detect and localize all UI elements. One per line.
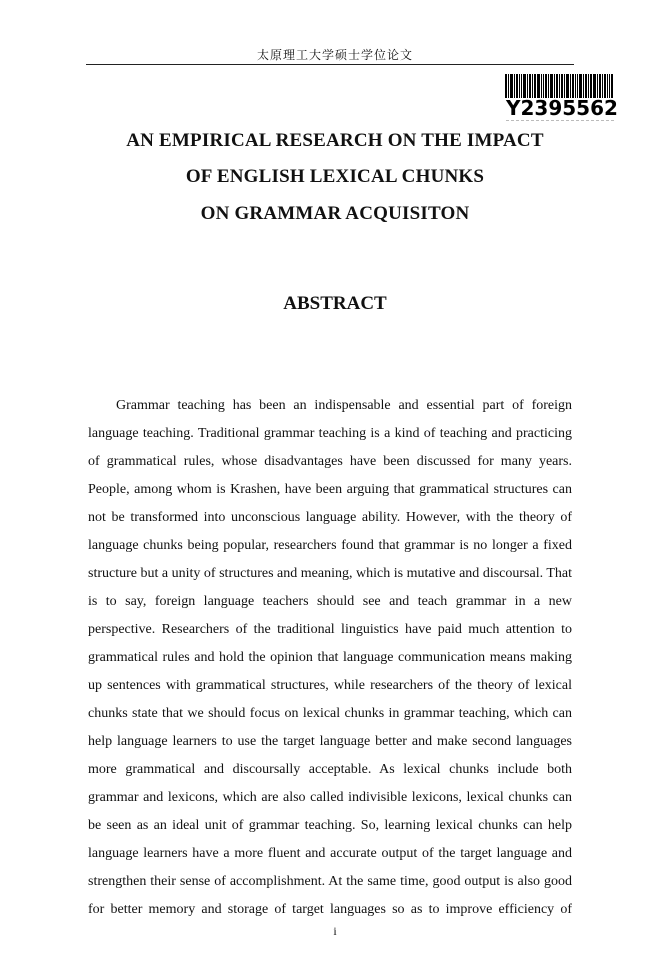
abstract-body xyxy=(88,392,572,924)
abstract-line: strengthen their sense of accomplishment. At the same time, good output is also good xyxy=(88,874,572,889)
abstract-line: Grammar teaching has been an indispensable and essential part of foreign xyxy=(116,398,572,413)
abstract-line: of grammatical rules, whose disadvantages have been discussed for many years. xyxy=(88,454,572,469)
abstract-line: is to say, foreign language teachers should see and teach grammar in a new xyxy=(88,594,572,609)
barcode-number: Y2395562 xyxy=(506,96,618,120)
abstract-line: language chunks being popular, researchers found that grammar is no longer a fixed xyxy=(88,538,572,553)
title-line-1: AN EMPIRICAL RESEARCH ON THE IMPACT xyxy=(126,130,544,151)
abstract-heading: ABSTRACT xyxy=(283,293,387,314)
abstract-line: grammatical rules and hold the opinion that language communication means making xyxy=(88,650,572,665)
running-header: 太原理工大学硕士学位论文 xyxy=(256,48,413,62)
abstract-line: grammar and lexicons, which are also called indivisible lexicons, lexical chunks can xyxy=(88,790,572,805)
abstract-line: perspective. Researchers of the traditional linguistics have paid much attention to xyxy=(88,622,572,637)
abstract-line: for better memory and storage of target languages so as to improve efficiency of xyxy=(88,902,572,917)
abstract-line: help language learners to use the target language better and make second languages xyxy=(88,734,572,749)
abstract-line: be seen as an ideal unit of grammar teaching. So, learning lexical chunks can help xyxy=(88,818,572,833)
abstract-line: chunks state that we should focus on lexical chunks in grammar teaching, which can xyxy=(88,706,572,721)
abstract-line: language learners have a more fluent and accurate output of the target language and xyxy=(88,846,572,861)
title-line-3: ON GRAMMAR ACQUISITON xyxy=(200,203,470,224)
abstract-line: not be transformed into unconscious language ability. However, with the theory of xyxy=(88,510,572,525)
abstract-line: up sentences with grammatical structures, while researchers of the theory of lexical xyxy=(88,678,572,693)
barcode-underline xyxy=(506,120,614,122)
barcode xyxy=(505,74,613,98)
abstract-line: more grammatical and discoursally acceptable. As lexical chunks include both xyxy=(88,762,572,777)
abstract-line: language teaching. Traditional grammar teaching is a kind of teaching and practicing xyxy=(88,426,572,441)
abstract-line: structure but a unity of structures and meaning, which is mutative and discoursal. That xyxy=(88,566,572,581)
header-rule xyxy=(86,64,574,65)
title-line-2: OF ENGLISH LEXICAL CHUNKS xyxy=(185,166,485,187)
abstract-line: People, among whom is Krashen, have been arguing that grammatical structures can xyxy=(88,482,572,497)
page-number: i xyxy=(333,924,337,938)
